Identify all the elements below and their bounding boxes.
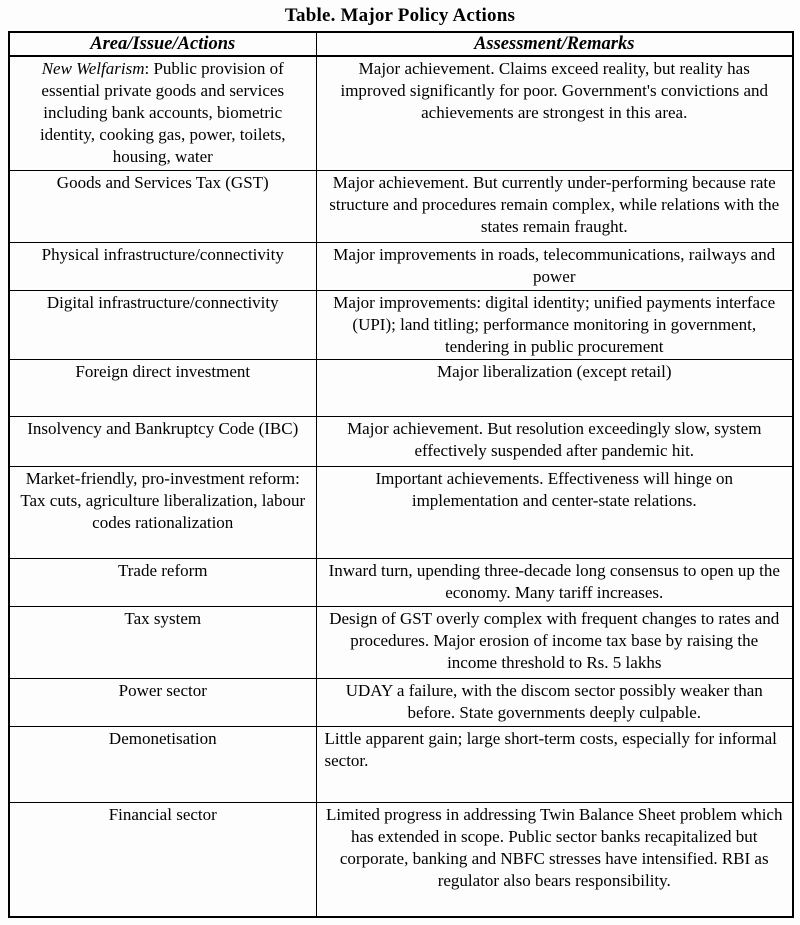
remarks-cell: Little apparent gain; large short-term costs, especially for informal sector. (316, 726, 793, 802)
header-row (9, 32, 793, 56)
row-new-welfarism (9, 56, 793, 170)
column-header-area: Area/Issue/Actions (9, 32, 316, 56)
row-digital-infrastructure (9, 290, 793, 359)
row-financial-sector (9, 802, 793, 917)
area-cell: Trade reform (9, 558, 316, 606)
remarks-cell: Major liberalization (except retail) (316, 359, 793, 416)
area-text: : Public provision of essential private goods and services including bank accounts, biometric identity, cooking gas, power, toilets, housing, water (39, 59, 286, 166)
area-cell: Power sector (9, 678, 316, 726)
row-insolvency-bankruptcy-code (9, 416, 793, 466)
area-cell: Financial sector (9, 802, 316, 917)
remarks-cell: Design of GST overly complex with frequent changes to rates and procedures. Major erosion of income tax base by raising the income threshold to Rs. 5 lakhs (316, 606, 793, 678)
row-demonetisation (9, 726, 793, 802)
remarks-cell: Major improvements in roads, telecommunications, railways and power (316, 242, 793, 290)
area-cell: Digital infrastructure/connectivity (9, 290, 316, 359)
area-cell: Tax system (9, 606, 316, 678)
policy-actions-table (8, 31, 794, 918)
row-trade-reform (9, 558, 793, 606)
row-tax-system (9, 606, 793, 678)
remarks-cell: Major improvements: digital identity; unified payments interface (UPI); land titling; performance monitoring in government, tendering in public procurement (316, 290, 793, 359)
remarks-cell: Important achievements. Effectiveness will hinge on implementation and center-state relations. (316, 466, 793, 558)
remarks-cell: Major achievement. But resolution exceedingly slow, system effectively suspended after pandemic hit. (316, 416, 793, 466)
area-cell: Insolvency and Bankruptcy Code (IBC) (9, 416, 316, 466)
area-cell: Demonetisation (9, 726, 316, 802)
area-term-italic: New Welfarism (41, 59, 145, 78)
area-cell: Foreign direct investment (9, 359, 316, 416)
row-market-friendly-reform (9, 466, 793, 558)
area-cell: Goods and Services Tax (GST) (9, 170, 316, 242)
remarks-cell: Major achievement. Claims exceed reality, but reality has improved significantly for poor. Government's convictions and achievements are strongest in this area. (316, 56, 793, 170)
area-cell: Physical infrastructure/connectivity (9, 242, 316, 290)
row-foreign-direct-investment (9, 359, 793, 416)
area-cell (9, 56, 316, 170)
remarks-cell: UDAY a failure, with the discom sector possibly weaker than before. State governments deeply culpable. (316, 678, 793, 726)
column-header-assessment: Assessment/Remarks (316, 32, 793, 56)
row-gst (9, 170, 793, 242)
remarks-cell: Inward turn, upending three-decade long consensus to open up the economy. Many tariff increases. (316, 558, 793, 606)
remarks-cell: Major achievement. But currently under-performing because rate structure and procedures remain complex, while relations with the states remain fraught. (316, 170, 793, 242)
remarks-cell: Limited progress in addressing Twin Balance Sheet problem which has extended in scope. Public sector banks recapitalized but corporate, banking and NBFC stresses have intensified. RBI as regulator also bears responsibility. (316, 802, 793, 917)
table-caption: Table. Major Policy Actions (284, 5, 516, 26)
area-cell: Market-friendly, pro-investment reform: Tax cuts, agriculture liberalization, labour codes rationalization (9, 466, 316, 558)
row-physical-infrastructure (9, 242, 793, 290)
row-power-sector (9, 678, 793, 726)
